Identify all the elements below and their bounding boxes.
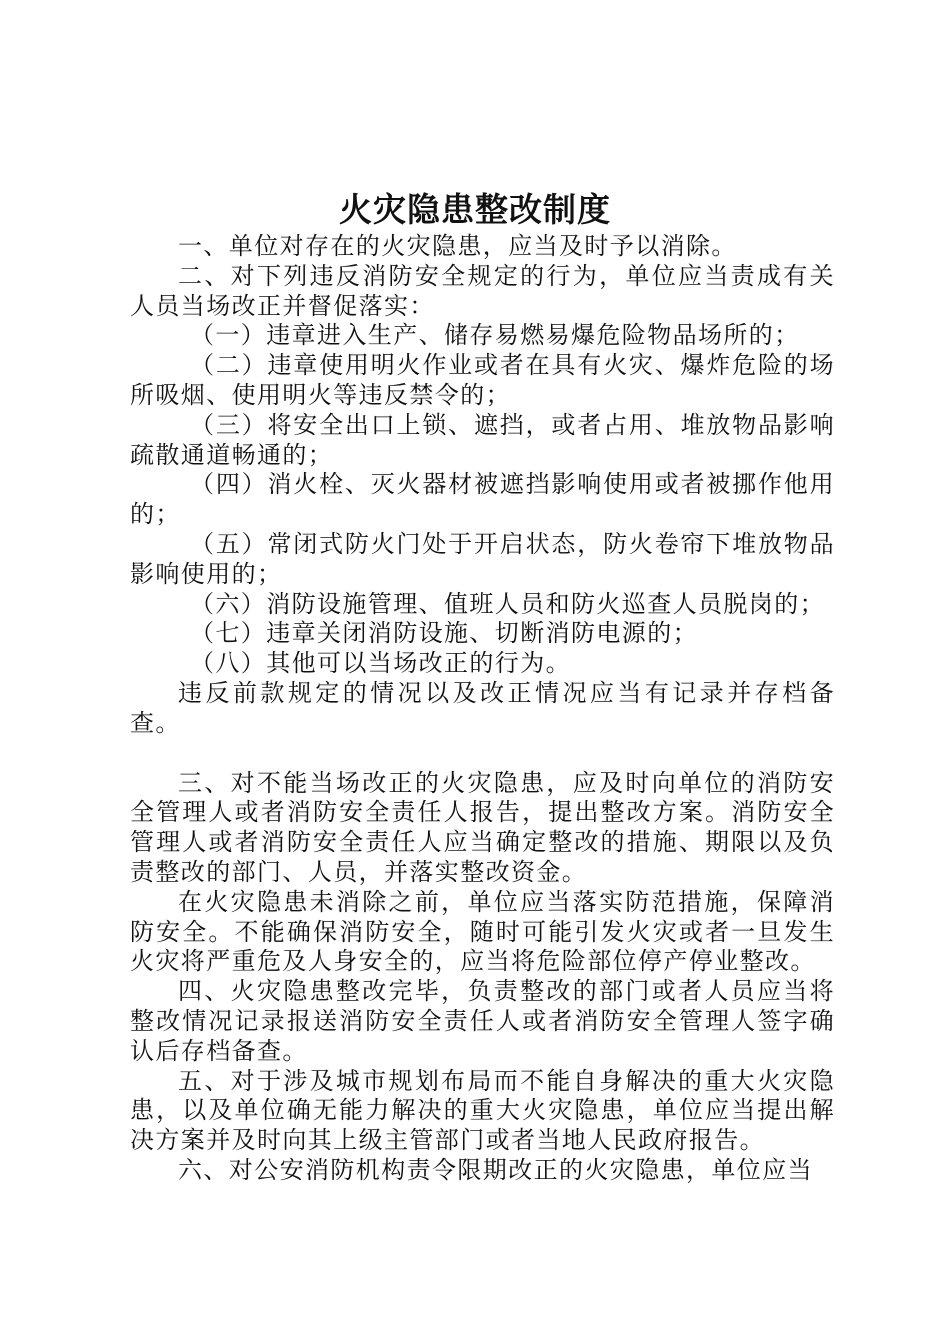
paragraph-3: 三、对不能当场改正的火灾隐患，应及时向单位的消防安全管理人或者消防安全责任人报告，提出整改方案。消防安全管理人或者消防安全责任人应当确定整改的措施、期限以及负责整改的部门、人员，并落实整改资金。: [130, 768, 835, 886]
paragraph-3-continued: 在火灾隐患未消除之前，单位应当落实防范措施，保障消防安全。不能确保消防安全，随时可能引发火灾或者一旦发生火灾将严重危及人身安全的，应当将危险部位停产停业整改。: [130, 887, 835, 976]
list-item-5: （五）常闭式防火门处于开启状态，防火卷帘下堆放物品影响使用的；: [130, 529, 835, 588]
paragraph-2: 二、对下列违反消防安全规定的行为，单位应当责成有关人员当场改正并督促落实：: [130, 261, 835, 320]
list-item-6: （六）消防设施管理、值班人员和防火巡查人员脱岗的；: [190, 589, 825, 618]
document-title: 火灾隐患整改制度: [339, 190, 611, 229]
list-item-4: （四）消火栓、灭火器材被遮挡影响使用或者被挪作他用的；: [130, 470, 835, 529]
document-body: [130, 232, 835, 1186]
paragraph-4: 四、火灾隐患整改完毕，负责整改的部门或者人员应当将整改情况记录报送消防安全责任人或者消防安全管理人签字确认后存档备查。: [130, 977, 835, 1065]
blank-line: [130, 739, 835, 769]
paragraph-5: 五、对于涉及城市规划布局而不能自身解决的重大火灾隐患，以及单位确无能力解决的重大火灾隐患，单位应当提出解决方案并及时向其上级主管部门或者当地人民政府报告。: [130, 1066, 835, 1155]
paragraph-1: 一、单位对存在的火灾隐患，应当及时予以消除。: [178, 232, 737, 260]
list-item-1: （一）违章进入生产、储存易燃易爆危险物品场所的；: [190, 321, 800, 350]
list-item-8: （八）其他可以当场改正的行为。: [190, 649, 571, 678]
list-item-7: （七）违章关闭消防设施、切断消防电源的；: [190, 619, 698, 648]
list-item-2: （二）违章使用明火作业或者在具有火灾、爆炸危险的场所吸烟、使用明火等违反禁令的；: [130, 351, 835, 409]
paragraph-record: 违反前款规定的情况以及改正情况应当有记录并存档备查。: [130, 678, 835, 737]
list-item-3: （三）将安全出口上锁、遮挡，或者占用、堆放物品影响疏散通道畅通的；: [130, 410, 835, 469]
paragraph-6: 六、对公安消防机构责令限期改正的火灾隐患，单位应当: [178, 1155, 813, 1184]
